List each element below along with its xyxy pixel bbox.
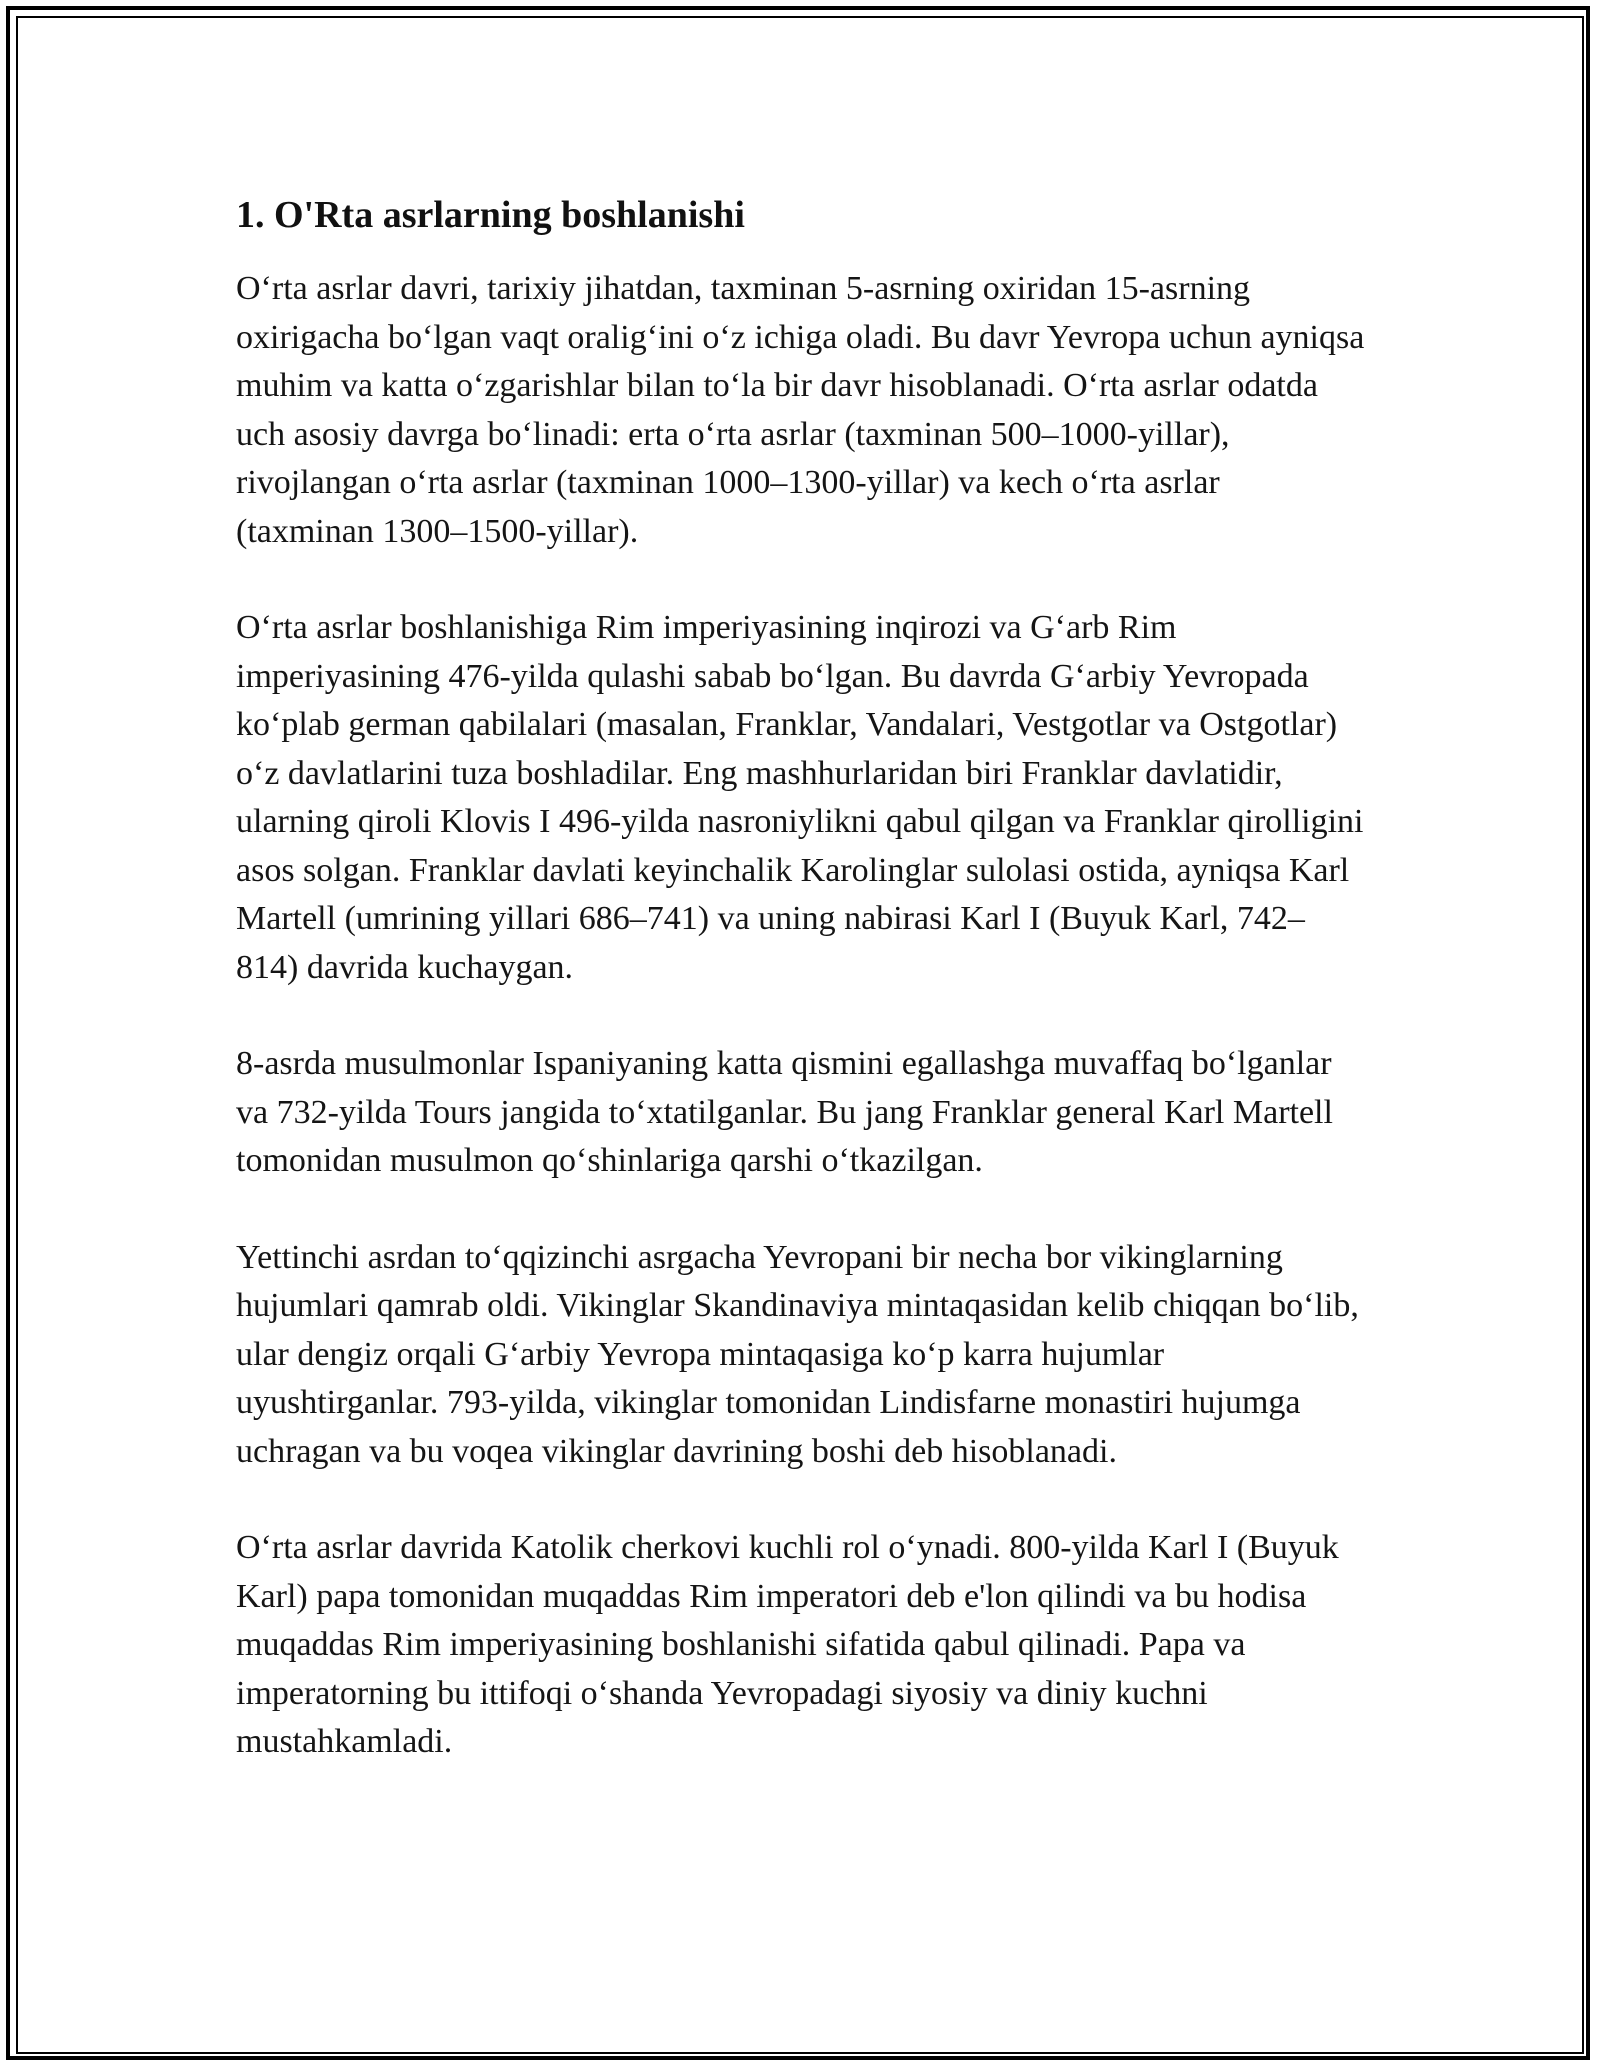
section-heading: 1. O'Rta asrlarning boshlanishi <box>236 194 745 236</box>
paragraph-intro-periods: O‘rta asrlar davri, tarixiy jihatdan, taxminan 5-asrning oxiridan 15-asrning oxirigacha bo‘lgan vaqt oralig‘ini o‘z ichiga oladi. Bu davr Yevropa uchun ayniqsa muhim va katta o‘zgarishlar bilan to‘la bir davr hisoblanadi. O‘rta asrlar odatda uch asosiy davrga bo‘linadi: erta o‘rta asrlar (taxminan 500–1000-yillar), rivojlangan o‘rta asrlar (taxminan 1000–1300-yillar) va kech o‘rta asrlar (taxminan 1300–1500-yillar). <box>236 270 1365 550</box>
paragraph-catholic-church: O‘rta asrlar davrida Katolik cherkovi kuchli rol o‘ynadi. 800-yilda Karl I (Buyuk Karl) papa tomonidan muqaddas Rim imperatori deb e'lon qilindi va bu hodisa muqaddas Rim imperiyasining boshlanishi sifatida qabul qilinadi. Papa va imperatorning bu ittifoqi o‘shanda Yevropadagi siyosiy va diniy kuchni mustahkamladi. <box>236 1529 1339 1760</box>
document-body <box>236 183 1366 1767</box>
paragraph-battle-of-tours: 8-asrda musulmonlar Ispaniyaning katta qismini egallashga muvaffaq bo‘lganlar va 732-yilda Tours jangida to‘xtatilganlar. Bu jang Franklar general Karl Martell tomonidan musulmon qo‘shinlariga qarshi o‘tkazilgan. <box>236 1045 1333 1179</box>
paragraph-rome-collapse-franks: O‘rta asrlar boshlanishiga Rim imperiyasining inqirozi va G‘arb Rim imperiyasining 476-yilda qulashi sabab bo‘lgan. Bu davrda G‘arbiy Yevropada ko‘plab german qabilalari (masalan, Franklar, Vandalari, Vestgotlar va Ostgotlar) o‘z davlatlarini tuza boshladilar. Eng mashhurlaridan biri Franklar davlatidir, ularning qiroli Klovis I 496-yilda nasroniylikni qabul qilgan va Franklar qirolligini asos solgan. Franklar davlati keyinchalik Karolinglar sulolasi ostida, ayniqsa Karl Martell (umrining yillari 686–741) va uning nabirasi Karl I (Buyuk Karl, 742–814) davrida kuchaygan. <box>236 609 1364 986</box>
paragraph-vikings: Yettinchi asrdan to‘qqizinchi asrgacha Yevropani bir necha bor vikinglarning hujumlari qamrab oldi. Vikinglar Skandinaviya mintaqasidan kelib chiqqan bo‘lib, ular dengiz orqali G‘arbiy Yevropa mintaqasiga ko‘p karra hujumlar uyushtirganlar. 793-yilda, vikinglar tomonidan Lindisfarne monastiri hujumga uchragan va bu voqea vikinglar davrining boshi deb hisoblanadi. <box>236 1238 1359 1470</box>
